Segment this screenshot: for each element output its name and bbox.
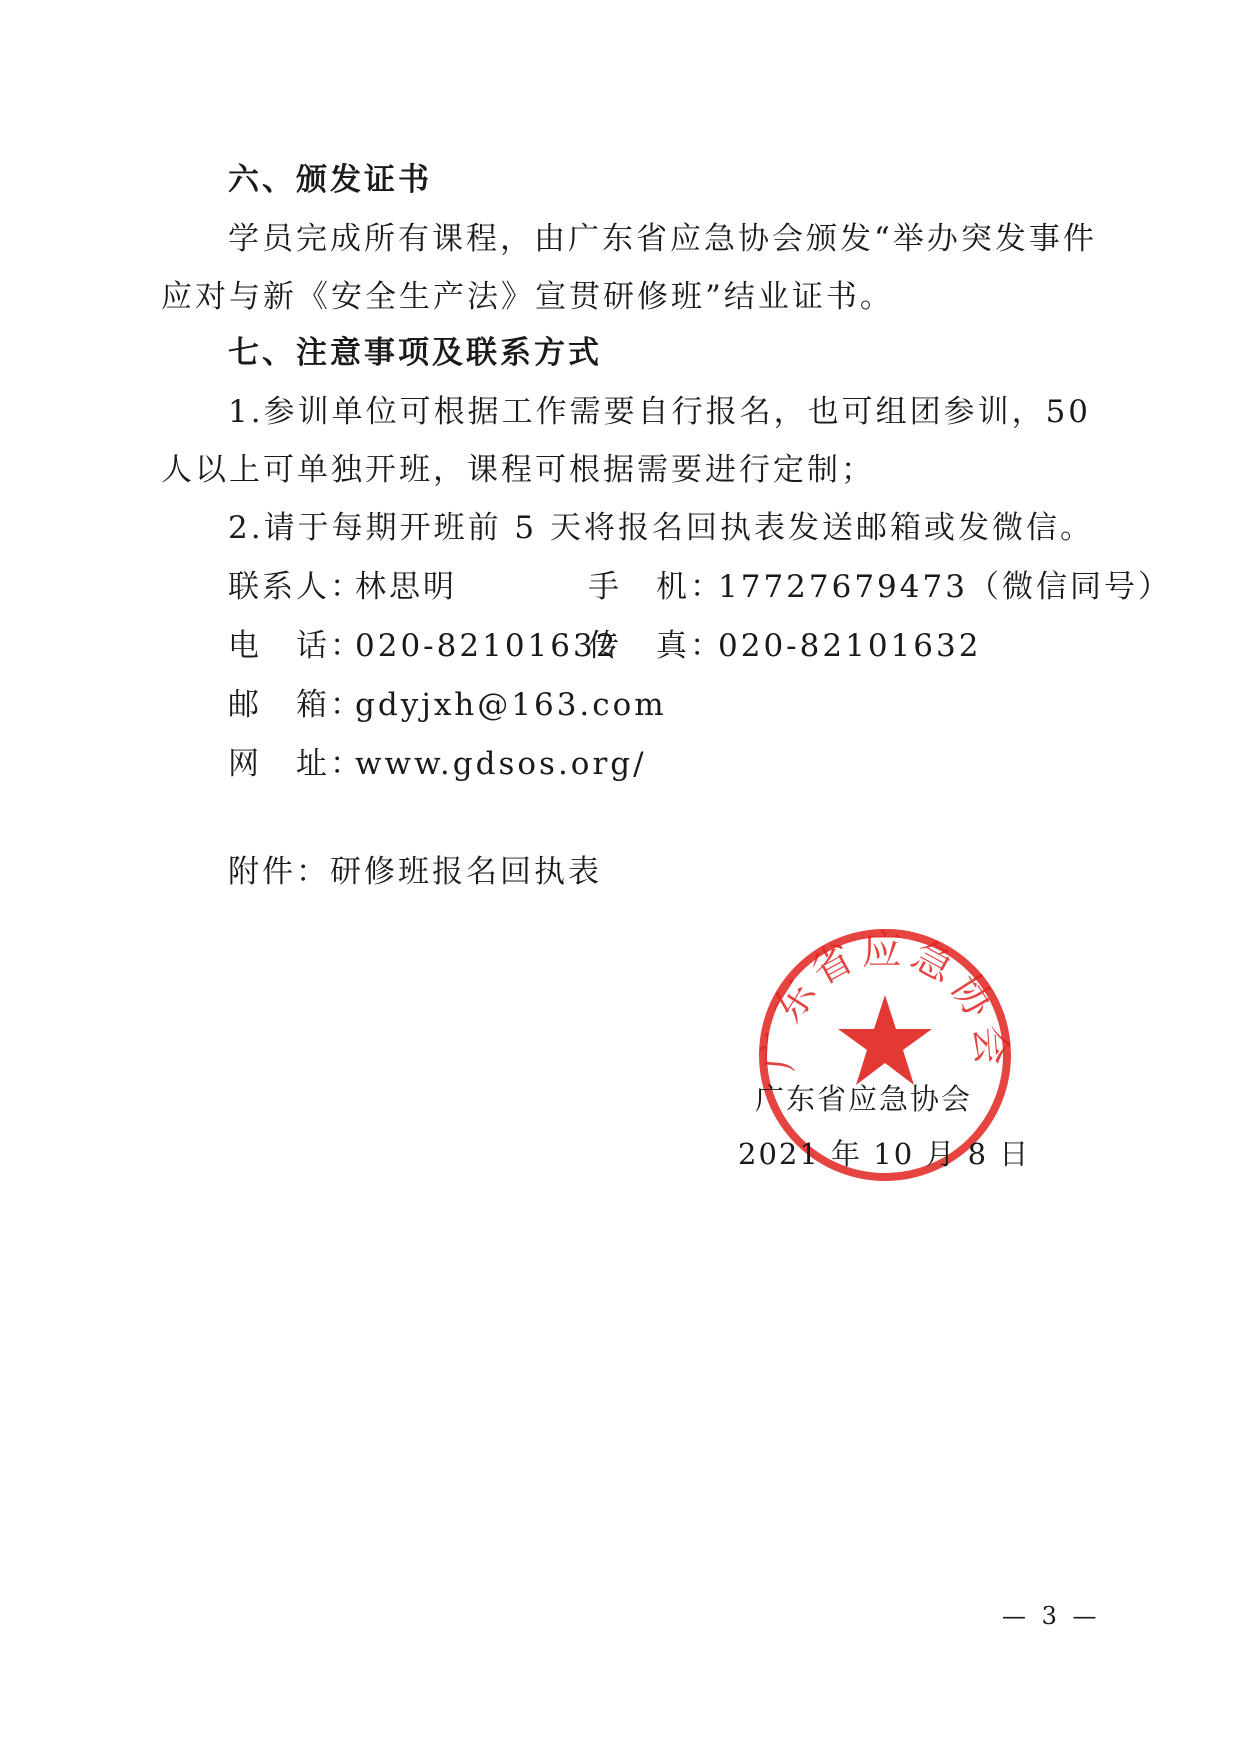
section7-item1-line2: 人以上可单独开班，课程可根据需要进行定制；	[161, 452, 875, 488]
mobile-value: 17727679473（微信同号）	[718, 569, 1172, 605]
seal-text: 广东省应急协会	[755, 927, 1015, 1073]
signature-organization: 广东省应急协会	[755, 1082, 973, 1116]
contact-person-value: 林思明	[355, 569, 457, 605]
seal-star-icon	[838, 995, 932, 1085]
email-value: gdyjxh@163.com	[355, 687, 667, 723]
contact-person-label: 联系人：	[228, 569, 364, 605]
section6-heading: 六、颁发证书	[228, 162, 432, 198]
section6-paragraph-line1: 学员完成所有课程，由广东省应急协会颁发“举办突发事件	[228, 221, 1097, 257]
section7-item1-line1: 1.参训单位可根据工作需要自行报名，也可组团参训，50	[228, 394, 1092, 430]
email-label: 邮 箱：	[228, 687, 364, 723]
phone-label: 电 话：	[228, 628, 364, 664]
signature-date: 2021 年 10 月 8 日	[738, 1137, 1031, 1171]
mobile-label: 手 机：	[588, 569, 724, 605]
section7-heading: 七、注意事项及联系方式	[228, 335, 602, 371]
page-number: — 3 —	[1002, 1602, 1101, 1630]
attachment-note: 附件：研修班报名回执表	[228, 854, 602, 890]
phone-value: 020-82101632	[355, 628, 619, 664]
fax-value: 020-82101632	[718, 628, 982, 664]
section6-paragraph-line2: 应对与新《安全生产法》宣贯研修班”结业证书。	[161, 279, 894, 315]
website-label: 网 址：	[228, 746, 364, 782]
fax-label: 传 真：	[588, 628, 724, 664]
section7-item2: 2.请于每期开班前 5 天将报名回执表发送邮箱或发微信。	[228, 510, 1095, 546]
website-value: www.gdsos.org/	[355, 746, 647, 782]
